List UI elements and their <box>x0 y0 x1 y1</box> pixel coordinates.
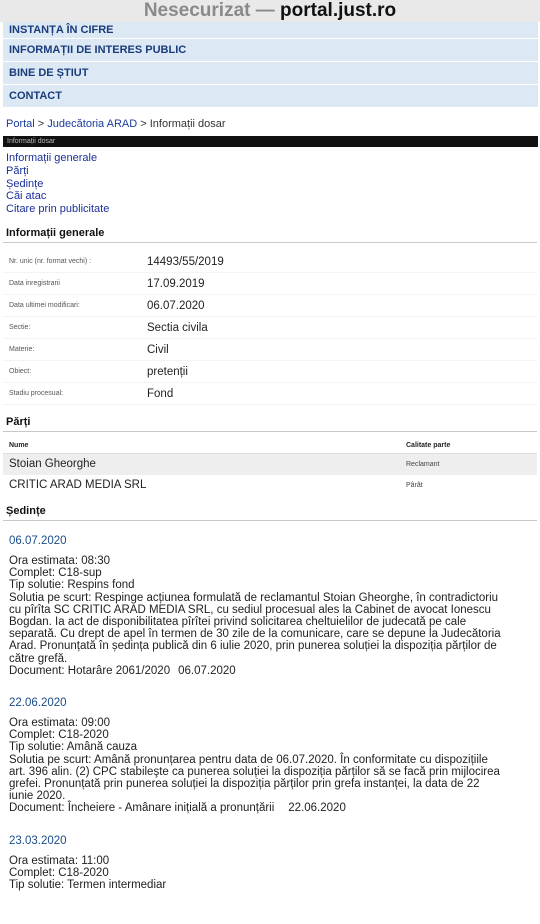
address-separator: — <box>255 0 275 21</box>
breadcrumb-current: Informații dosar <box>149 118 226 130</box>
party-name: CRITIC ARAD MEDIA SRL <box>9 479 147 492</box>
session-time: Ora estimata: 11:00 <box>9 854 110 867</box>
party-role: Reclamant <box>406 460 440 468</box>
info-row <box>3 339 537 361</box>
browser-address-bar[interactable] <box>0 0 540 22</box>
anchor-link-informatii-generale[interactable]: Informații generale <box>6 152 98 164</box>
table-row <box>3 475 537 496</box>
session-solution-type: Tip solutie: Amână cauza <box>9 741 138 754</box>
session-solution-line: Arad. Pronunțată în ședința publică din 6 iulie 2020, prin punerea soluției la dispoziția părților de <box>9 640 497 653</box>
party-name: Stoian Gheorghe <box>9 458 96 471</box>
session-panel: Complet: C18-2020 <box>9 729 109 742</box>
main-nav-menu <box>3 22 538 108</box>
table-row <box>3 454 537 475</box>
info-label: Obiect: <box>9 367 32 375</box>
session-entry <box>0 697 540 815</box>
info-label: Data inregistrarii <box>9 279 60 287</box>
info-value: 14493/55/2019 <box>147 255 224 268</box>
info-row <box>3 317 537 339</box>
parti-heading: Părți <box>3 413 537 432</box>
info-label: Sectie: <box>9 323 31 331</box>
anchor-link-sedinte[interactable]: Ședințe <box>6 177 44 190</box>
column-header-role: Calitate parte <box>406 441 451 449</box>
document-label: Document: Încheiere - Amânare inițială a pronunțării <box>9 802 275 815</box>
breadcrumb-separator: > <box>34 118 48 130</box>
session-time: Ora estimata: 09:00 <box>9 717 110 730</box>
document-label: Document: Hotarâre 2061/2020 <box>9 664 171 677</box>
session-solution-line: separată. Cu drept de apel în termen de 30 zile de la comunicare, care se depune la Judecătoria <box>9 628 501 641</box>
info-row <box>3 251 537 273</box>
session-solution-line: către grefă. <box>9 652 68 665</box>
document-date: 22.06.2020 <box>288 802 346 815</box>
session-solution-line: Bogdan. Ia act de disponibilitatea pîrîtei privind solicitarea cheltuielilor de judecată pe cale <box>9 616 467 628</box>
info-value: Fond <box>147 387 174 400</box>
page-anchor-links <box>0 147 540 216</box>
info-value: Sectia civila <box>147 321 208 334</box>
parti-table-header <box>3 442 537 454</box>
session-solution-line: iunie 2020. <box>9 790 66 803</box>
info-label: Nr. unic (nr. format vechi) : <box>9 257 92 265</box>
info-label: Data ultimei modificari: <box>9 301 80 309</box>
party-role: Pârât <box>406 481 423 489</box>
document-date: 06.07.2020 <box>178 664 236 677</box>
session-solution-line: Solutia pe scurt: Respinge acțiunea formulată de reclamantul Stoian Gheorghe, în contradictoriu <box>9 591 499 604</box>
session-solution-line: Solutia pe scurt: Amână pronunțarea pentru data de 06.07.2020. În conformitate cu dispozițiile <box>9 753 488 766</box>
breadcrumb-court-link[interactable]: Judecătoria ARAD <box>47 118 138 130</box>
sedinte-heading: Ședințe <box>3 502 537 521</box>
session-solution-line: cu pîrîta SC CRITIC ARAD MEDIA SRL, cu sediul procesual ales la Cabinet de avocat Ionescu <box>9 603 491 616</box>
address-host: portal.just.ro <box>280 0 397 21</box>
info-label: Stadiu procesual: <box>9 389 64 397</box>
session-date: 23.03.2020 <box>9 834 67 847</box>
breadcrumb-separator: > <box>137 118 150 130</box>
anchor-link-citare-publicitate[interactable]: Citare prin publicitate <box>6 203 110 216</box>
info-value: Civil <box>147 343 169 356</box>
session-solution-type: Tip solutie: Termen intermediar <box>9 879 167 892</box>
breadcrumb-portal-link[interactable]: Portal <box>6 118 35 130</box>
session-entry <box>0 835 540 892</box>
general-info-table <box>3 251 537 405</box>
nav-item-bine-de-stiut[interactable]: BINE DE ȘTIUT <box>3 62 538 85</box>
session-solution-type: Tip solutie: Respins fond <box>9 579 135 592</box>
general-info-heading: Informații generale <box>3 224 537 243</box>
info-row <box>3 295 537 317</box>
column-header-name: Nume <box>9 441 29 449</box>
session-solution-line: grefei. Pronunțată prin punerea soluției la dispoziția părților prin grefa instanței, la data de 22 <box>9 778 480 791</box>
info-value: 17.09.2019 <box>147 277 205 290</box>
nav-item-informatii-interes-public[interactable]: INFORMAȚII DE INTERES PUBLIC <box>3 39 538 62</box>
session-document <box>9 665 531 677</box>
session-panel: Complet: C18-sup <box>9 567 102 580</box>
session-document <box>9 802 531 814</box>
session-entry <box>0 535 540 677</box>
breadcrumb <box>0 108 540 130</box>
nav-item-contact[interactable]: CONTACT <box>3 85 538 108</box>
info-label: Materie: <box>9 345 35 353</box>
info-row <box>3 383 537 405</box>
info-value: 06.07.2020 <box>147 299 205 312</box>
section-header-bar: Informații dosar <box>3 136 538 147</box>
info-value: pretenții <box>147 365 188 378</box>
nav-item-instanta-in-cifre[interactable]: INSTANȚA ÎN CIFRE <box>3 22 538 39</box>
session-time: Ora estimata: 08:30 <box>9 554 110 567</box>
security-status: Nesecurizat <box>143 0 251 21</box>
info-row <box>3 273 537 295</box>
session-date: 22.06.2020 <box>9 697 67 710</box>
info-row <box>3 361 537 383</box>
session-date: 06.07.2020 <box>9 534 67 547</box>
anchor-link-parti[interactable]: Părți <box>6 164 29 177</box>
anchor-link-cai-atac[interactable]: Căi atac <box>6 190 47 203</box>
session-panel: Complet: C18-2020 <box>9 866 109 879</box>
session-solution-line: art. 396 alin. (2) CPC stabileşte ca punerea soluției la dispoziția părților să se facă prin mijlocirea <box>9 765 500 778</box>
